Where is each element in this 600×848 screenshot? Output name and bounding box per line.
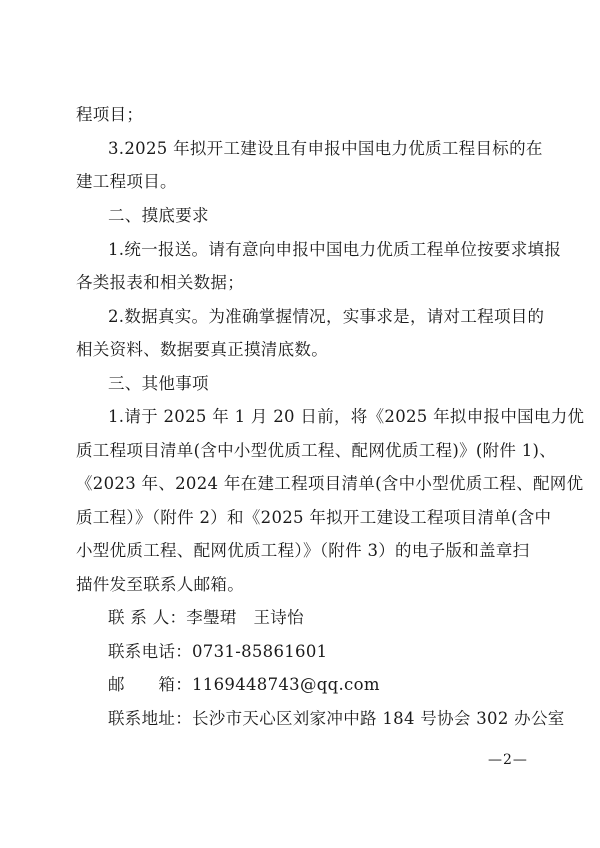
contact-address — [108, 707, 565, 731]
paragraph-line: 描件发至联系人邮箱。 — [76, 575, 244, 594]
contact-label: 联系地址： — [108, 709, 192, 728]
contact-value: 0731-85861601 — [192, 642, 328, 661]
contact-email — [108, 673, 380, 697]
paragraph-line: 1.请于 2025 年 1 月 20 日前，将《2025 年拟申报中国电力优 — [108, 407, 585, 426]
paragraph-line: 质工程项目清单(含中小型优质工程、配网优质工程)》(附件 1)、 — [76, 441, 557, 460]
paragraph-line: 《2023 年、2024 年在建工程项目清单(含中小型优质工程、配网优 — [76, 474, 584, 493]
paragraph-line: 质工程）》（附件 2）和《2025 年拟开工建设工程项目清单(含中 — [76, 508, 552, 527]
contact-value: 李璺珺 王诗怡 — [186, 608, 304, 627]
contact-value: 长沙市天心区刘家冲中路 184 号协会 302 办公室 — [192, 709, 565, 728]
paragraph-line: 建工程项目。 — [76, 172, 177, 191]
paragraph-line: 各类报表和相关数据； — [76, 273, 244, 292]
contact-phone — [108, 640, 327, 664]
contact-label: 邮 箱： — [108, 675, 192, 694]
contact-value[interactable]: 1169448743@qq.com — [192, 675, 380, 694]
paragraph-line: 相关资料、数据要真正摸清底数。 — [76, 340, 328, 359]
contact-label: 联 系 人： — [108, 608, 187, 627]
page-number: —2— — [488, 752, 528, 768]
paragraph-line: 1.统一报送。请有意向申报中国电力优质工程单位按要求填报 — [108, 240, 562, 259]
paragraph-line: 2.数据真实。为准确掌握情况，实事求是，请对工程项目的 — [108, 307, 545, 326]
paragraph-line: 3.2025 年拟开工建设且有申报中国电力优质工程目标的在 — [108, 139, 543, 158]
section-heading-requirements: 二、摸底要求 — [108, 206, 209, 225]
paragraph-line: 小型优质工程、配网优质工程）》（附件 3）的电子版和盖章扫 — [76, 541, 530, 560]
contact-person — [108, 606, 304, 630]
paragraph-line: 程项目； — [76, 105, 144, 124]
section-heading-other-matters: 三、其他事项 — [108, 374, 209, 393]
contact-label: 联系电话： — [108, 642, 192, 661]
